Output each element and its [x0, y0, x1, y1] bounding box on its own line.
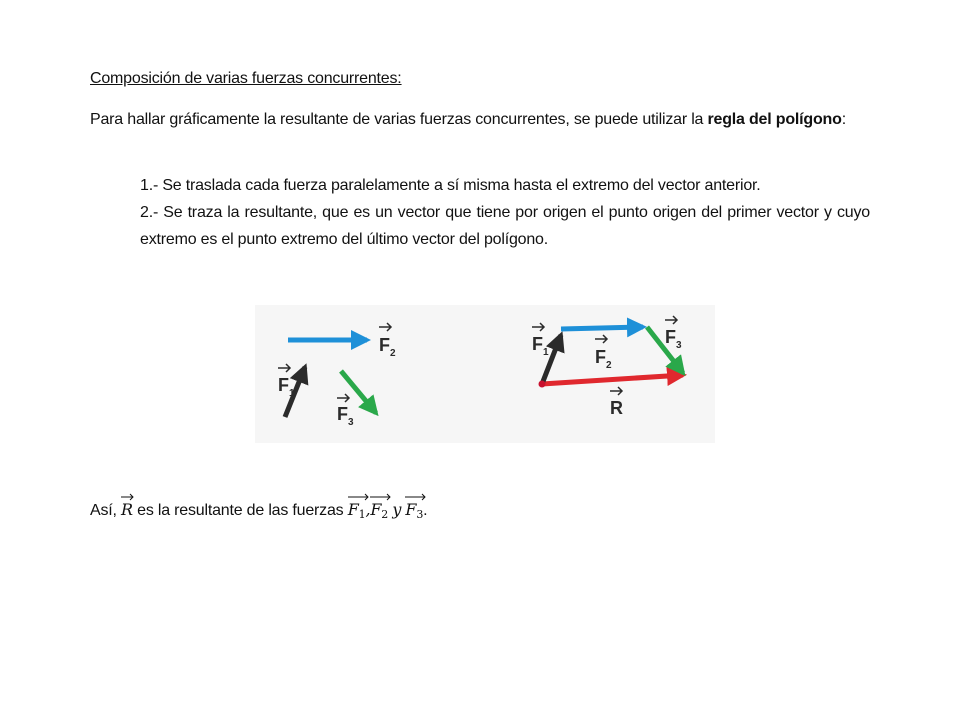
label-f3-right: [665, 316, 682, 351]
steps-list: [140, 172, 870, 253]
intro-paragraph: [90, 106, 870, 134]
svg-text:F: F: [278, 375, 289, 395]
vector-f3-sub: 3: [416, 508, 424, 521]
vector-figure: [255, 305, 715, 443]
label-f3-left: [337, 394, 354, 428]
conclusion-end: .: [423, 502, 428, 519]
vector-f1-sub: 1: [358, 508, 366, 521]
svg-text:F: F: [337, 404, 348, 424]
vector-f1-letter: F: [347, 500, 359, 519]
f1-arrow-polygon: [542, 335, 561, 384]
intro-bold-term: regla del polígono: [707, 111, 842, 128]
vector-r-letter: R: [121, 500, 133, 519]
svg-text:R: R: [610, 398, 623, 418]
label-f1-right: [532, 323, 549, 358]
svg-text:2: 2: [606, 360, 612, 371]
svg-text:F: F: [379, 335, 390, 355]
svg-text:3: 3: [676, 340, 682, 351]
svg-text:1: 1: [543, 347, 549, 358]
vector-f3-letter: F: [405, 500, 417, 519]
svg-text:F: F: [665, 327, 676, 347]
vector-r: [121, 500, 133, 519]
conjunction-y: y: [392, 500, 402, 519]
label-f1-left: [278, 364, 295, 399]
label-f2-right: [595, 335, 612, 371]
conclusion-middle: es la resultante de las fuerzas: [132, 502, 348, 519]
label-r-right: [610, 387, 623, 418]
label-f2-left: [379, 323, 396, 359]
conclusion-lead: Así,: [90, 502, 122, 519]
intro-text-after: :: [841, 111, 846, 128]
intro-text-before: Para hallar gráficamente la resultante de varias fuerzas concurrentes, se puede utilizar la: [90, 111, 708, 128]
vector-diagram: [255, 305, 715, 443]
svg-text:3: 3: [348, 417, 354, 428]
vector-f2-letter: F: [370, 500, 382, 519]
step-2: 2.- Se traza la resultante, que es un vector que tiene por origen el punto origen del primer vector y cuyo extremo es el punto extremo del último vector del polígono.: [140, 204, 870, 248]
resultant-arrow: [542, 375, 683, 384]
svg-text:1: 1: [289, 388, 295, 399]
section-title: Composición de varias fuerzas concurrentes:: [90, 70, 402, 87]
f2-arrow-polygon: [561, 327, 643, 329]
svg-text:F: F: [595, 347, 606, 367]
comma: ,: [365, 500, 371, 519]
vector-f2-sub: 2: [381, 508, 389, 521]
vector-f1: [348, 500, 366, 521]
step-1: 1.- Se traslada cada fuerza paralelamente a sí misma hasta el extremo del vector anterior.: [140, 177, 761, 194]
origin-dot: [539, 381, 546, 388]
vector-f2: [370, 500, 388, 521]
conclusion-sentence: [90, 500, 427, 521]
svg-text:2: 2: [390, 348, 396, 359]
svg-text:F: F: [532, 334, 543, 354]
vector-f3: [405, 500, 423, 521]
